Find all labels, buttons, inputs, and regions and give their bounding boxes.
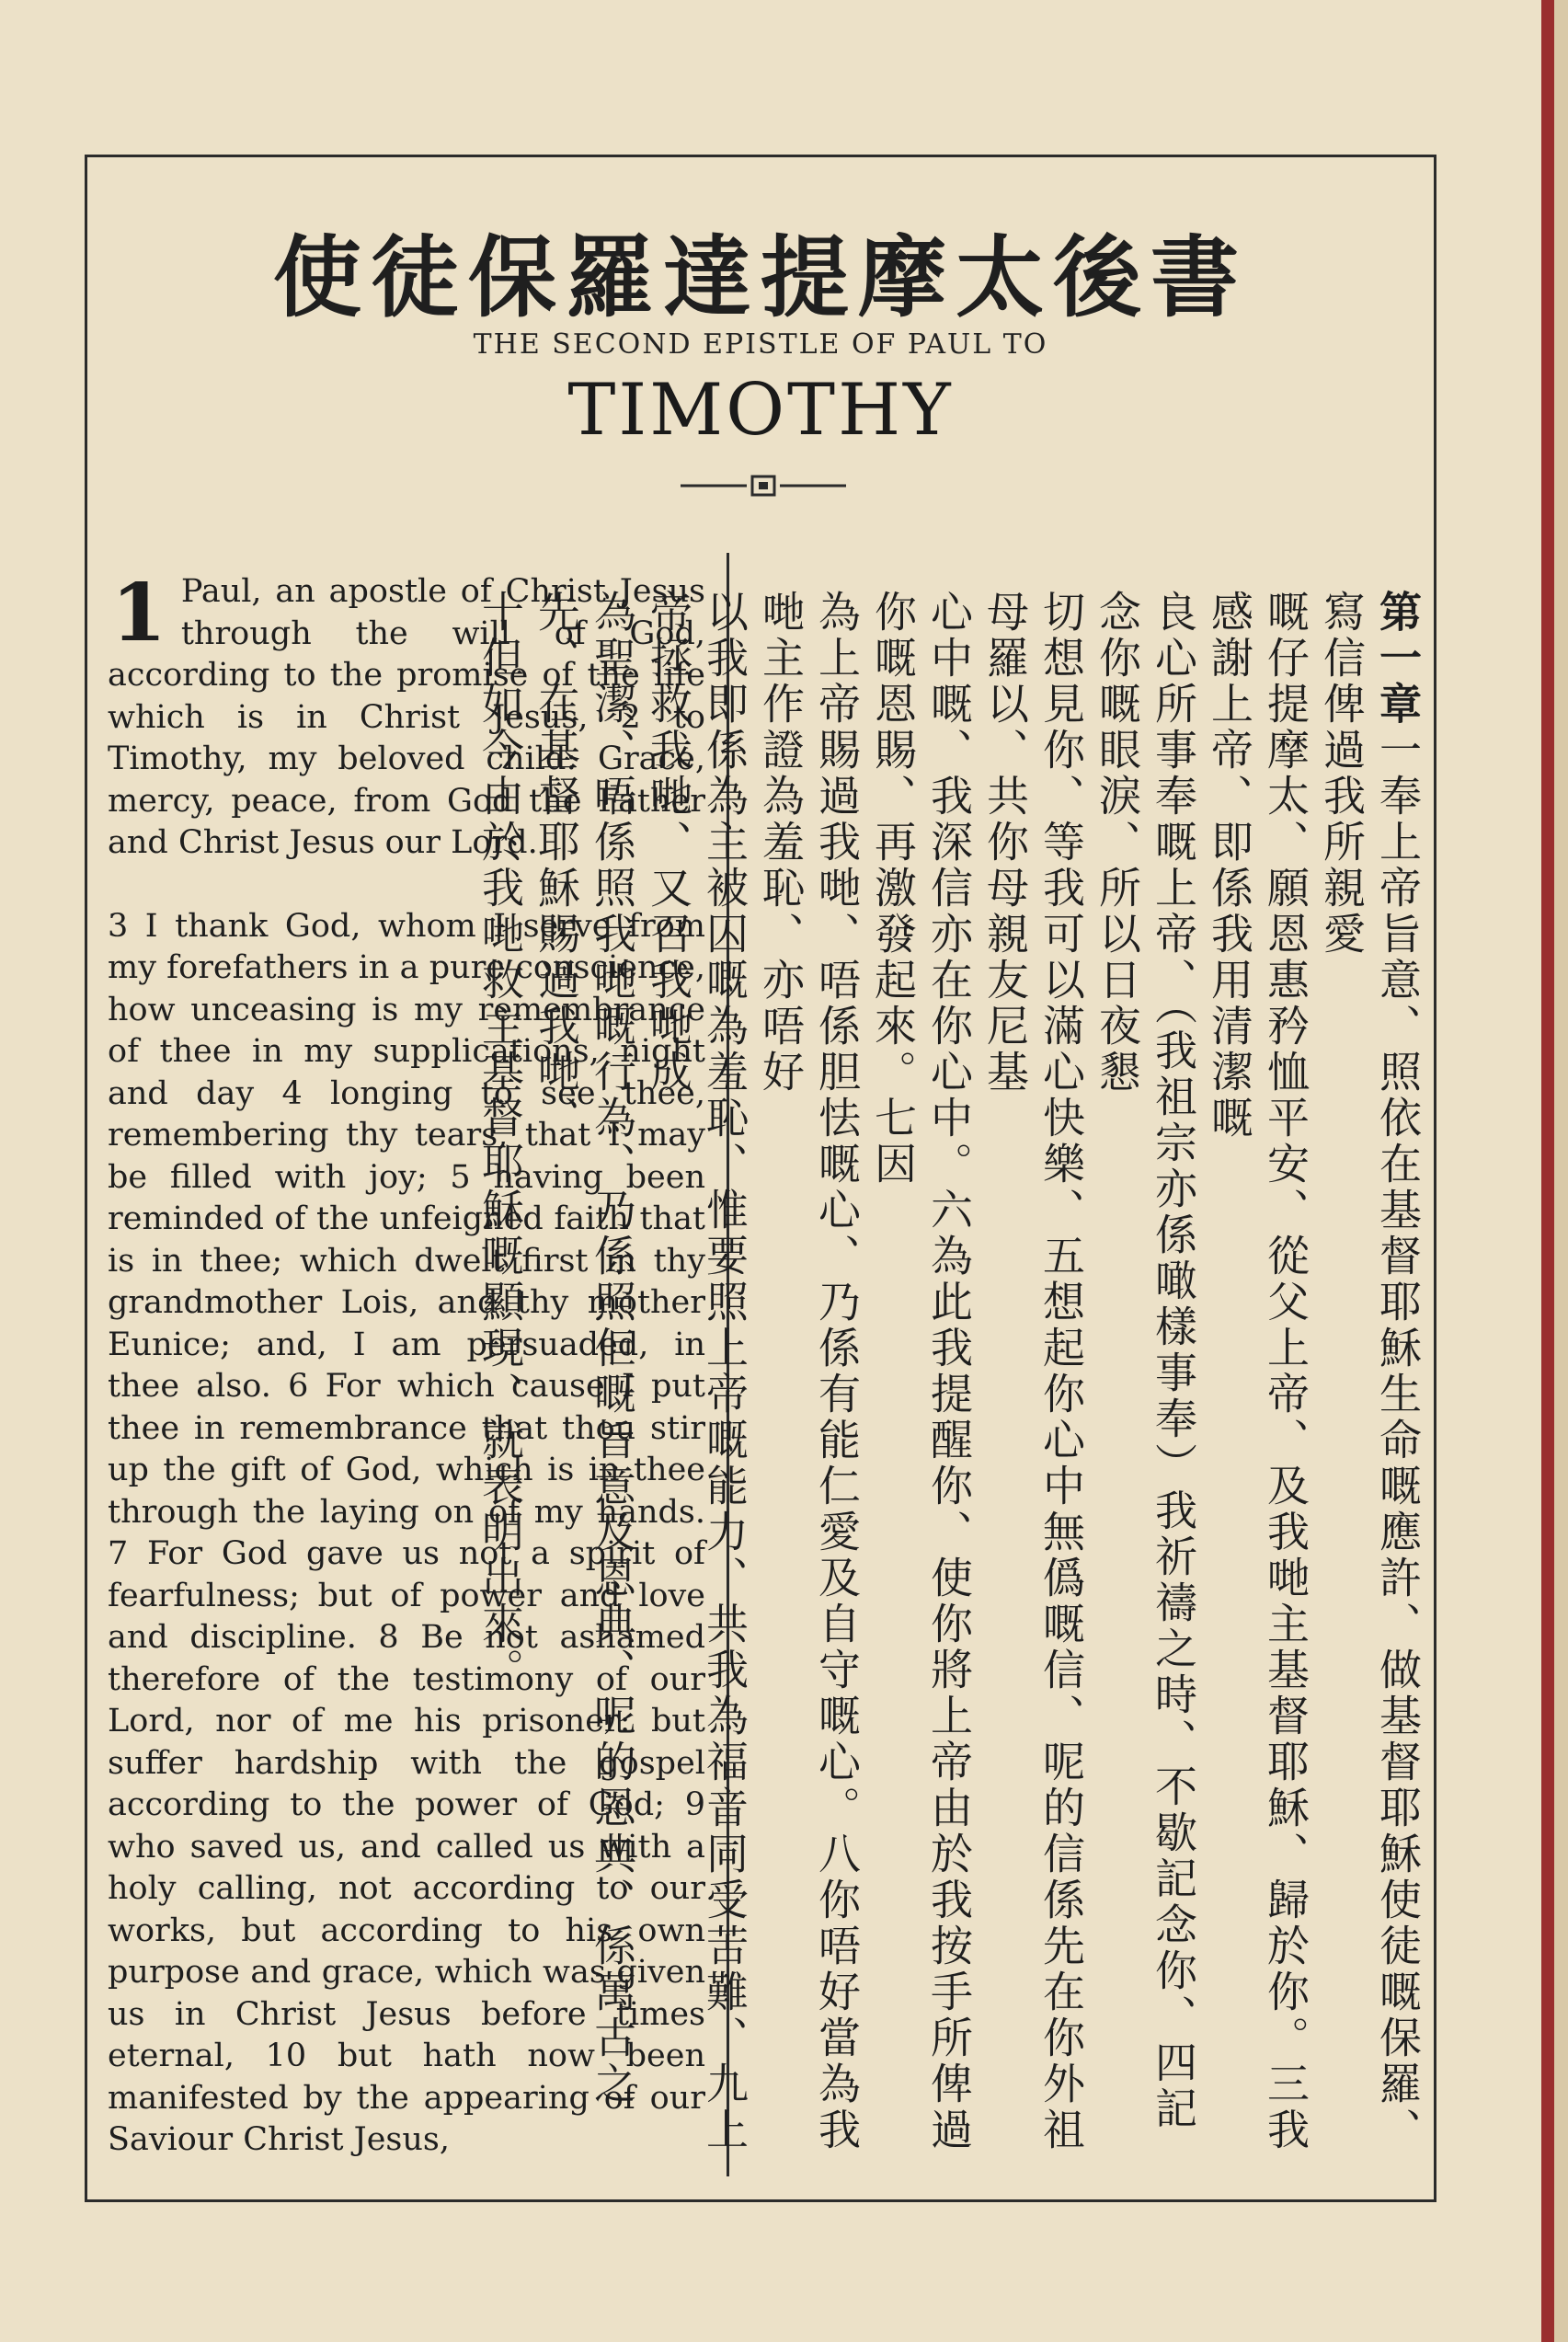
- chinese-line: 嘅仔提摩太、願恩惠矜恤平安、從父上帝、及我哋主基督耶穌、歸於你。三我感謝上帝、即係我用清潔嘅: [1205, 590, 1310, 2153]
- chinese-chapter-heading: 第一章: [1373, 590, 1423, 728]
- chinese-line: 十但如今由於我哋救主基督耶穌嘅顯現、就表明出來。: [475, 590, 525, 1693]
- chinese-title: 使徒保羅達提摩太後書: [273, 225, 1248, 329]
- chinese-line: 切想見你、等我可以滿心快樂、五想起你心中無僞嘅信、呢的信係先在你外祖母羅以、共你母親友尼基: [980, 590, 1086, 2153]
- chapter-number: 1: [111, 567, 166, 660]
- chinese-column: [475, 590, 1425, 2172]
- chinese-line: 心中嘅、我深信亦在你心中。六為此我提醒你、使你將上帝由於我按手所俾過你嘅恩賜、再激發起來。七因: [868, 590, 974, 2153]
- chinese-line: 為聖潔、唔係照我哋嘅行為、乃係照佢嘅旨意及恩典、呢的恩典、係萬古之先、在基督耶穌賜過我哋、: [532, 590, 637, 2107]
- chinese-line: 以我即係為主被囚嘅為羞恥、惟要照上帝嘅能力、共我為福音同受苦難、九上帝拯救我哋、又召我哋成: [644, 590, 750, 2153]
- text-frame: [85, 155, 1436, 2202]
- english-title: TIMOTHY: [567, 369, 954, 452]
- english-subtitle: THE SECOND EPISTLE OF PAUL TO: [473, 328, 1048, 361]
- chinese-line: 良心所事奉嘅上帝、（我祖宗亦係噉樣事奉）我祈禱之時、不歇記念你、四記念你嘅眼淚、所以日夜懇: [1093, 590, 1198, 2132]
- english-paragraph-2: 3 I thank God, whom I serve from my forefathers in a pure conscience, how unceasing is my remembrance of thee in my supplications, night and day 4 longing to see thee, remembering thy tears, that I may be filled with joy; 5 having been reminded of the unfeigned faith that is in thee; which dwelt first in thy grandmother Lois, and thy mother Eunice; and, I am persuaded, in thee also. 6 For which cause I put thee in remembrance that thou stir up the gift of God, which is in thee through the laying on of my hands. 7 For God gave us not a spirit of fearfulness; but of power and love and discipline. 8 Be not ashamed therefore of the testimony of our Lord, nor of me his prisoner: but suffer hardship with the gospel according to the power of God; 9 who saved us, and called us with a holy calling, not according to our works, but according to his own purpose and grace, which was given us in Christ Jesus before times eternal, 10 but hath now been manifested by the appearing of our Saviour Christ Jesus,: [108, 907, 705, 2158]
- chinese-line: 一奉上帝旨意、照依在基督耶穌生命嘅應許、做基督耶穌使徒嘅保羅、寫信俾過我所親愛: [1317, 590, 1423, 2153]
- ornament-divider: [681, 475, 846, 497]
- english-paragraph-1: Paul, an apostle of Christ Jesus through the will of God, according to the promise of the life which is in Christ Jesus, 2 to Timothy, my beloved child: Grace, mercy, peace, from God the Father and Christ Jesus our Lord.: [108, 573, 705, 861]
- chinese-line: 為上帝賜過我哋、唔係胆怯嘅心、乃係有能仁愛及自守嘅心。八你唔好當為我哋主作證為羞恥、亦唔好: [756, 590, 862, 2153]
